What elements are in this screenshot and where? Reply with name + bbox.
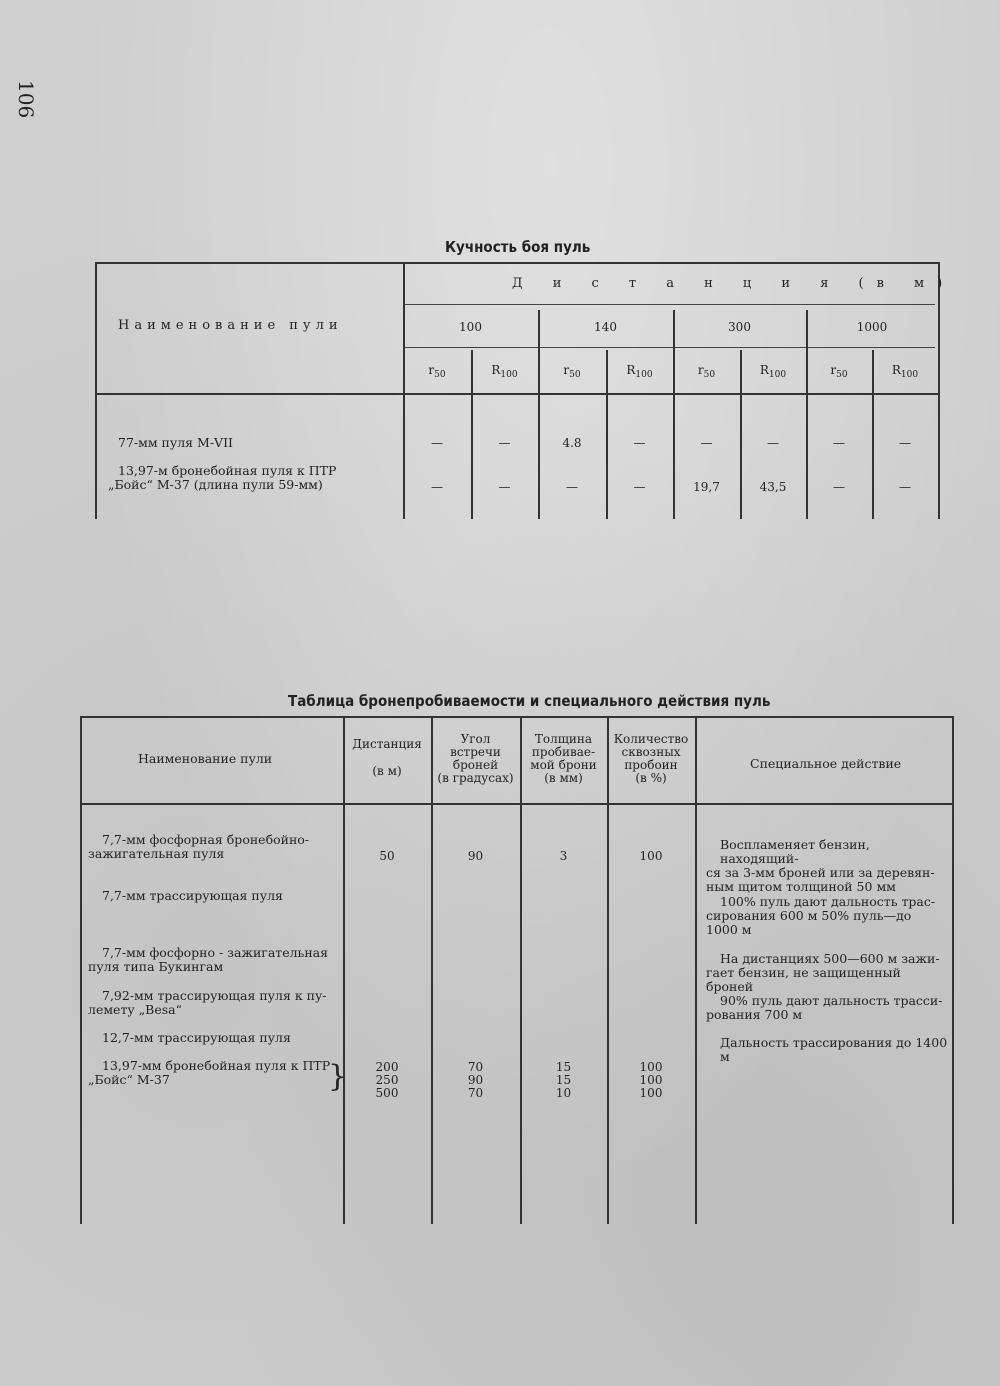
table2-top-rule xyxy=(80,716,953,718)
table2-vline xyxy=(607,716,609,1224)
table1-sub-r50: $r_{50}$ xyxy=(428,363,446,380)
table1-top-rule xyxy=(95,262,940,264)
table2-row-name: 12,7-мм трассирующая пуля xyxy=(102,1030,291,1045)
table1-dist: 100 xyxy=(459,320,482,334)
table2-header-thickness: Толщина пробиваe- мой брони (в мм) xyxy=(530,732,597,785)
table2-row-name: пуля типа Букингам xyxy=(88,959,224,974)
table2-row-name: 7,92-мм трассирующая пуля к пу- xyxy=(102,988,327,1003)
table1-cell: — xyxy=(899,436,911,450)
table1-sub-R100: $R_{100}$ xyxy=(491,363,518,380)
table2-title: Таблица бронепробиваемости и специального действия пуль xyxy=(288,692,771,710)
table2-vline xyxy=(695,716,697,1224)
table2-special-text: На дистанциях 500—600 м зажи- гает бензин, не защищенный броней xyxy=(706,951,940,994)
table1-row-name: 77-мм пуля М-VII xyxy=(118,435,233,450)
table2-special-text: 100% пуль дают дальность трас- сирования 600 м 50% пуль—до 1000 м xyxy=(706,894,936,937)
table1-dist-rule xyxy=(405,347,935,348)
table1-vline xyxy=(938,262,940,519)
table1-dist: 1000 xyxy=(856,320,888,334)
table2-cell-thickness: 15 15 10 xyxy=(555,1060,572,1100)
table1-cell: — xyxy=(566,480,578,494)
table1-cell: — xyxy=(431,480,443,494)
table1-title: Кучность боя пуль xyxy=(445,238,591,256)
table2-header-angle: Угол встречи броней (в градусах) xyxy=(437,732,514,785)
table1-row-name: „Бойс“ М-37 (длина пули 59-мм) xyxy=(108,477,323,492)
table1-cell: 4.8 xyxy=(562,436,582,450)
table1-dist: 300 xyxy=(728,320,751,334)
table1-header-rule xyxy=(95,393,940,395)
table1-cell: — xyxy=(633,436,646,450)
table1-cell: — xyxy=(833,480,845,494)
table1-cell: — xyxy=(833,436,845,450)
table1-cell: 19,7 xyxy=(693,480,720,494)
table2-header-rule xyxy=(80,803,953,805)
table1-name-header: Наименование пули xyxy=(118,318,343,333)
table1-group-rule xyxy=(405,304,935,305)
table2-special-text: Дальность трассирования до 1400 м xyxy=(720,1035,948,1064)
table1-sub-R100: $R_{100}$ xyxy=(626,363,653,380)
table2-vline xyxy=(80,716,82,1224)
table2-header-name: Наименование пули xyxy=(138,751,273,766)
table2-cell-angle: 70 90 70 xyxy=(467,1060,484,1100)
table2-header-distance: Дистанция (в м) xyxy=(352,737,422,778)
table1-group-header: Д и с т а н ц и я (в м) xyxy=(512,276,956,291)
table2-cell-count: 100 xyxy=(639,849,663,863)
table1-sub-R100: $R_{100}$ xyxy=(759,363,787,380)
table1-cell: — xyxy=(498,436,511,450)
table1-sub-R100: $R_{100}$ xyxy=(891,363,919,380)
table2-row-name: 7,7-мм фосфорно - зажигательная xyxy=(102,945,329,960)
table2-cell-angle: 90 xyxy=(467,849,484,863)
page-number: 106 xyxy=(14,80,38,119)
table1-cell: — xyxy=(633,480,646,494)
table2-row-name: „Бойс“ М-37 xyxy=(88,1072,170,1087)
table2-vline xyxy=(343,716,345,1224)
table2-row-name: 7,7-мм фосфорная бронебойно- xyxy=(102,832,310,847)
table2-header-special: Специальное действие xyxy=(750,756,902,771)
table1-dist: 140 xyxy=(594,320,617,334)
brace-icon: } xyxy=(328,1059,348,1094)
table1-sub-r50: $r_{50}$ xyxy=(697,363,716,380)
table2-row-name: лемету „Besa“ xyxy=(88,1002,183,1017)
table2-row-name: зажигательная пуля xyxy=(88,846,225,861)
table2-cell-count: 100 100 100 xyxy=(639,1060,663,1100)
table1-cell: — xyxy=(498,480,511,494)
table2-cell-distance: 50 xyxy=(379,849,395,863)
table2-cell-thickness: 3 xyxy=(559,849,568,863)
table2-vline xyxy=(520,716,522,1224)
table1-cell: — xyxy=(700,436,713,450)
table1-cell: 43,5 xyxy=(759,480,787,494)
table2-special-text: Воспламеняет бензин, находящий- ся за 3-мм броней или за деревян- ным щитом толщиной 50 мм xyxy=(706,837,935,894)
table2-cell-distance: 200 250 500 xyxy=(375,1060,399,1100)
table2-vline xyxy=(952,716,954,1224)
table1-sub-r50: $r_{50}$ xyxy=(830,363,848,380)
table2-vline xyxy=(431,716,433,1224)
table2-header-count: Количество сквозных пробоин (в %) xyxy=(613,732,689,785)
table2-row-name: 13,97-мм бронебойная пуля к ПТР xyxy=(102,1058,331,1073)
table1-vline xyxy=(95,262,97,519)
table1-cell: — xyxy=(899,480,911,494)
table2-row-name: 7,7-мм трассирующая пуля xyxy=(102,888,283,903)
table1-cell: — xyxy=(767,436,779,450)
table1-cell: — xyxy=(431,436,443,450)
table1-row-name: 13,97-м бронебойная пуля к ПТР xyxy=(118,463,337,478)
table2-special-text: 90% пуль дают дальность трасси- рования 700 м xyxy=(706,993,943,1022)
table1-sub-r50: $r_{50}$ xyxy=(563,363,581,380)
